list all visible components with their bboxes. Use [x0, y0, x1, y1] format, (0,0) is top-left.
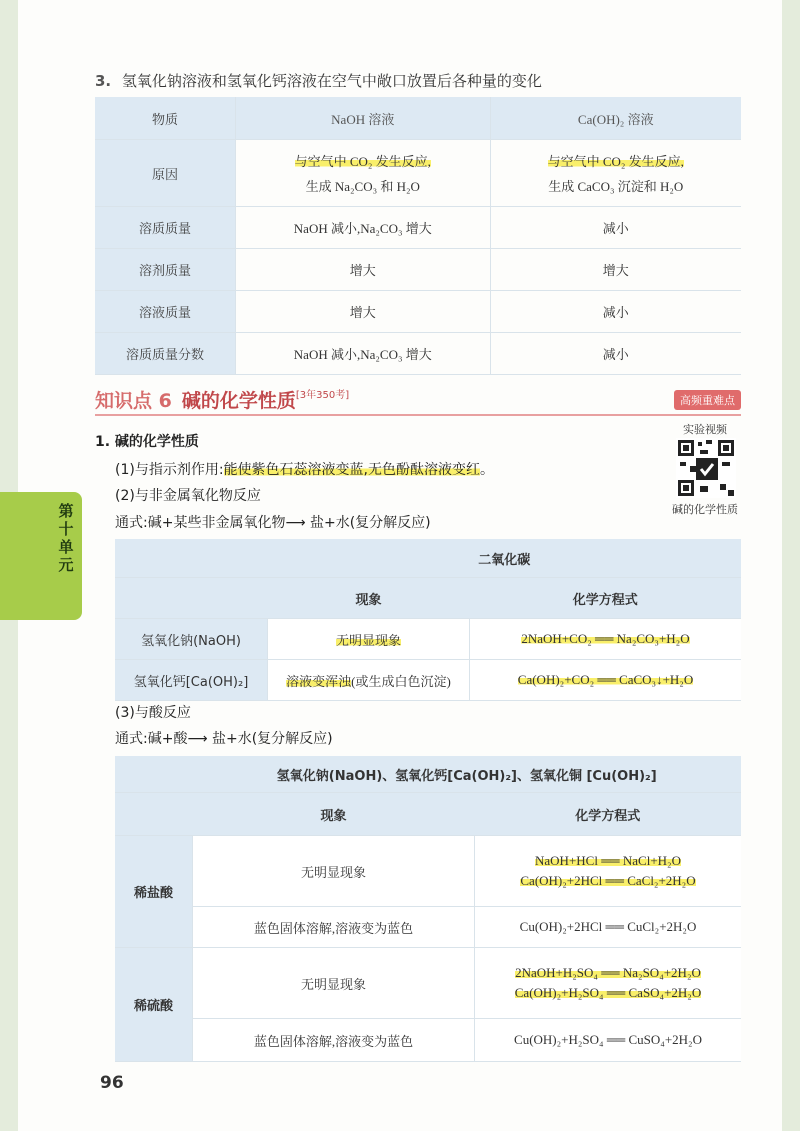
section-3-number: 3. [95, 72, 112, 90]
acid-reaction-table [115, 756, 741, 1062]
reason-naoh-line2: 生成 Na₂CO₃ 和 H₂O [305, 179, 420, 194]
reason-naoh-line1: 与空气中 CO₂ 发生反应, [294, 154, 431, 169]
table-row [115, 907, 741, 948]
blank-corner [115, 578, 268, 619]
table-row [115, 660, 741, 701]
cell-naoh: NaOH 减小,Na₂CO₃ 增大 [236, 207, 491, 249]
phenomenon-cell [268, 619, 470, 660]
cell-caoh: 减小 [490, 333, 741, 375]
table-header-row [115, 539, 741, 578]
equation-text: Ca(OH)₂+CO₂ ══ CaCO₃↓+H₂O [517, 672, 694, 687]
knowledge-point-frequency: [3年350考] [295, 390, 350, 401]
cell-caoh: 减小 [490, 207, 741, 249]
row-label: 溶剂质量 [95, 249, 236, 291]
phenomenon-cell: 蓝色固体溶解,溶液变为蓝色 [193, 1019, 475, 1062]
cell-naoh: 增大 [236, 249, 491, 291]
cell-naoh: 增大 [236, 291, 491, 333]
header-caoh: Ca(OH)₂ 溶液 [490, 97, 741, 140]
acid-label-hcl: 稀盐酸 [115, 836, 193, 948]
section-3-title: 氢氧化钠溶液和氢氧化钙溶液在空气中敞口放置后各种量的变化 [121, 72, 542, 90]
table-header-row [95, 97, 741, 140]
solution-change-table [95, 97, 741, 375]
phenomenon-highlight: 溶液变浑浊 [286, 673, 352, 689]
header-naoh: NaOH 溶液 [236, 97, 491, 140]
blank-corner [115, 756, 193, 793]
reason-naoh-cell [236, 140, 491, 207]
phenomenon-cell: 无明显现象 [193, 836, 475, 907]
equation-cell: Cu(OH)₂+2HCl ══ CuCl₂+2H₂O [475, 907, 742, 948]
phenomenon-cell: 无明显现象 [193, 948, 475, 1019]
table-header-row [115, 578, 741, 619]
table-header-row [115, 756, 741, 793]
cell-caoh: 增大 [490, 249, 741, 291]
frequency-badge: 高频重难点 [674, 390, 741, 410]
section-1-title: 1. 碱的化学性质 [95, 434, 199, 450]
blank-corner [115, 539, 268, 578]
reason-caoh-line1: 与空气中 CO₂ 发生反应, [547, 154, 684, 169]
table-row [95, 249, 741, 291]
qr-code-icon[interactable] [676, 438, 736, 498]
table-row [115, 948, 741, 1019]
col-equation: 化学方程式 [475, 793, 742, 836]
col-phenomenon: 现象 [193, 793, 475, 836]
table-row [95, 140, 741, 207]
equation-cell [470, 619, 742, 660]
row-label: 原因 [95, 140, 236, 207]
equation-text: Ca(OH)₂+H₂SO₄ ══ CaSO₄+2H₂O [514, 985, 702, 1000]
knowledge-point-prefix: 知识点 6 [95, 390, 172, 412]
phenomenon-cell: 蓝色固体溶解,溶液变为蓝色 [193, 907, 475, 948]
row-label: 氢氧化钙[Ca(OH)₂] [115, 660, 268, 701]
equation-text: Ca(OH)₂+2HCl ══ CaCl₂+2H₂O [520, 873, 696, 888]
cell-naoh: NaOH 减小,Na₂CO₃ 增大 [236, 333, 491, 375]
knowledge-point-bar [95, 384, 741, 416]
co2-reaction-table [115, 539, 741, 701]
phenomenon-cell [268, 660, 470, 701]
table-row [115, 836, 741, 907]
equation-cell [470, 660, 742, 701]
col-phenomenon: 现象 [268, 578, 470, 619]
equation-text: NaOH+HCl ══ NaCl+H₂O [535, 853, 681, 868]
nonmetal-oxide-formula: 通式:碱+某些非金属氧化物⟶ 盐+水(复分解反应) [115, 515, 431, 531]
equation-text: 2NaOH+H₂SO₄ ══ Na₂SO₄+2H₂O [515, 965, 701, 980]
acid-formula: 通式:碱+酸⟶ 盐+水(复分解反应) [115, 731, 333, 747]
indicator-prefix: (1)与指示剂作用: [115, 462, 224, 478]
blank-corner [115, 793, 193, 836]
acid-item: (3)与酸反应 [115, 705, 191, 721]
page-number: 96 [100, 1073, 124, 1093]
section-3-heading [95, 70, 542, 91]
indicator-end: 。 [480, 462, 495, 478]
qr-label-bottom: 碱的化学性质 [672, 503, 738, 516]
equation-cell [475, 948, 742, 1019]
indicator-text: 能使紫色石蕊溶液变蓝,无色酚酞溶液变红 [223, 462, 481, 478]
knowledge-point-title [95, 386, 349, 413]
table-caption: 氢氧化钠(NaOH)、氢氧化钙[Ca(OH)₂]、氢氧化铜 [Cu(OH)₂] [193, 756, 742, 793]
equation-cell [475, 836, 742, 907]
reason-caoh-line2: 生成 CaCO₃ 沉淀和 H₂O [548, 179, 684, 194]
acid-label-h2so4: 稀硫酸 [115, 948, 193, 1062]
row-label: 溶质质量 [95, 207, 236, 249]
table-row [95, 291, 741, 333]
table-row [115, 1019, 741, 1062]
unit-tab-label: 第十单元 [58, 502, 74, 574]
table-row [95, 333, 741, 375]
equation-cell: Cu(OH)₂+H₂SO₄ ══ CuSO₄+2H₂O [475, 1019, 742, 1062]
table-row [115, 619, 741, 660]
equation-text: 2NaOH+CO₂ ══ Na₂CO₃+H₂O [521, 631, 690, 646]
col-equation: 化学方程式 [470, 578, 742, 619]
table-row [95, 207, 741, 249]
unit-tab [0, 492, 82, 620]
table-header-row [115, 793, 741, 836]
qr-label-top: 实验视频 [683, 423, 727, 436]
knowledge-point-name: 碱的化学性质 [181, 390, 296, 412]
phenomenon-text: 无明显现象 [335, 632, 401, 648]
row-label: 溶液质量 [95, 291, 236, 333]
reason-caoh-cell [490, 140, 741, 207]
indicator-item [115, 459, 494, 479]
row-label: 氢氧化钠(NaOH) [115, 619, 268, 660]
nonmetal-oxide-item: (2)与非金属氧化物反应 [115, 488, 261, 504]
cell-caoh: 减小 [490, 291, 741, 333]
header-substance: 物质 [95, 97, 236, 140]
table-caption: 二氧化碳 [268, 539, 742, 578]
phenomenon-rest: (或生成白色沉淀) [351, 673, 451, 689]
row-label: 溶质质量分数 [95, 333, 236, 375]
